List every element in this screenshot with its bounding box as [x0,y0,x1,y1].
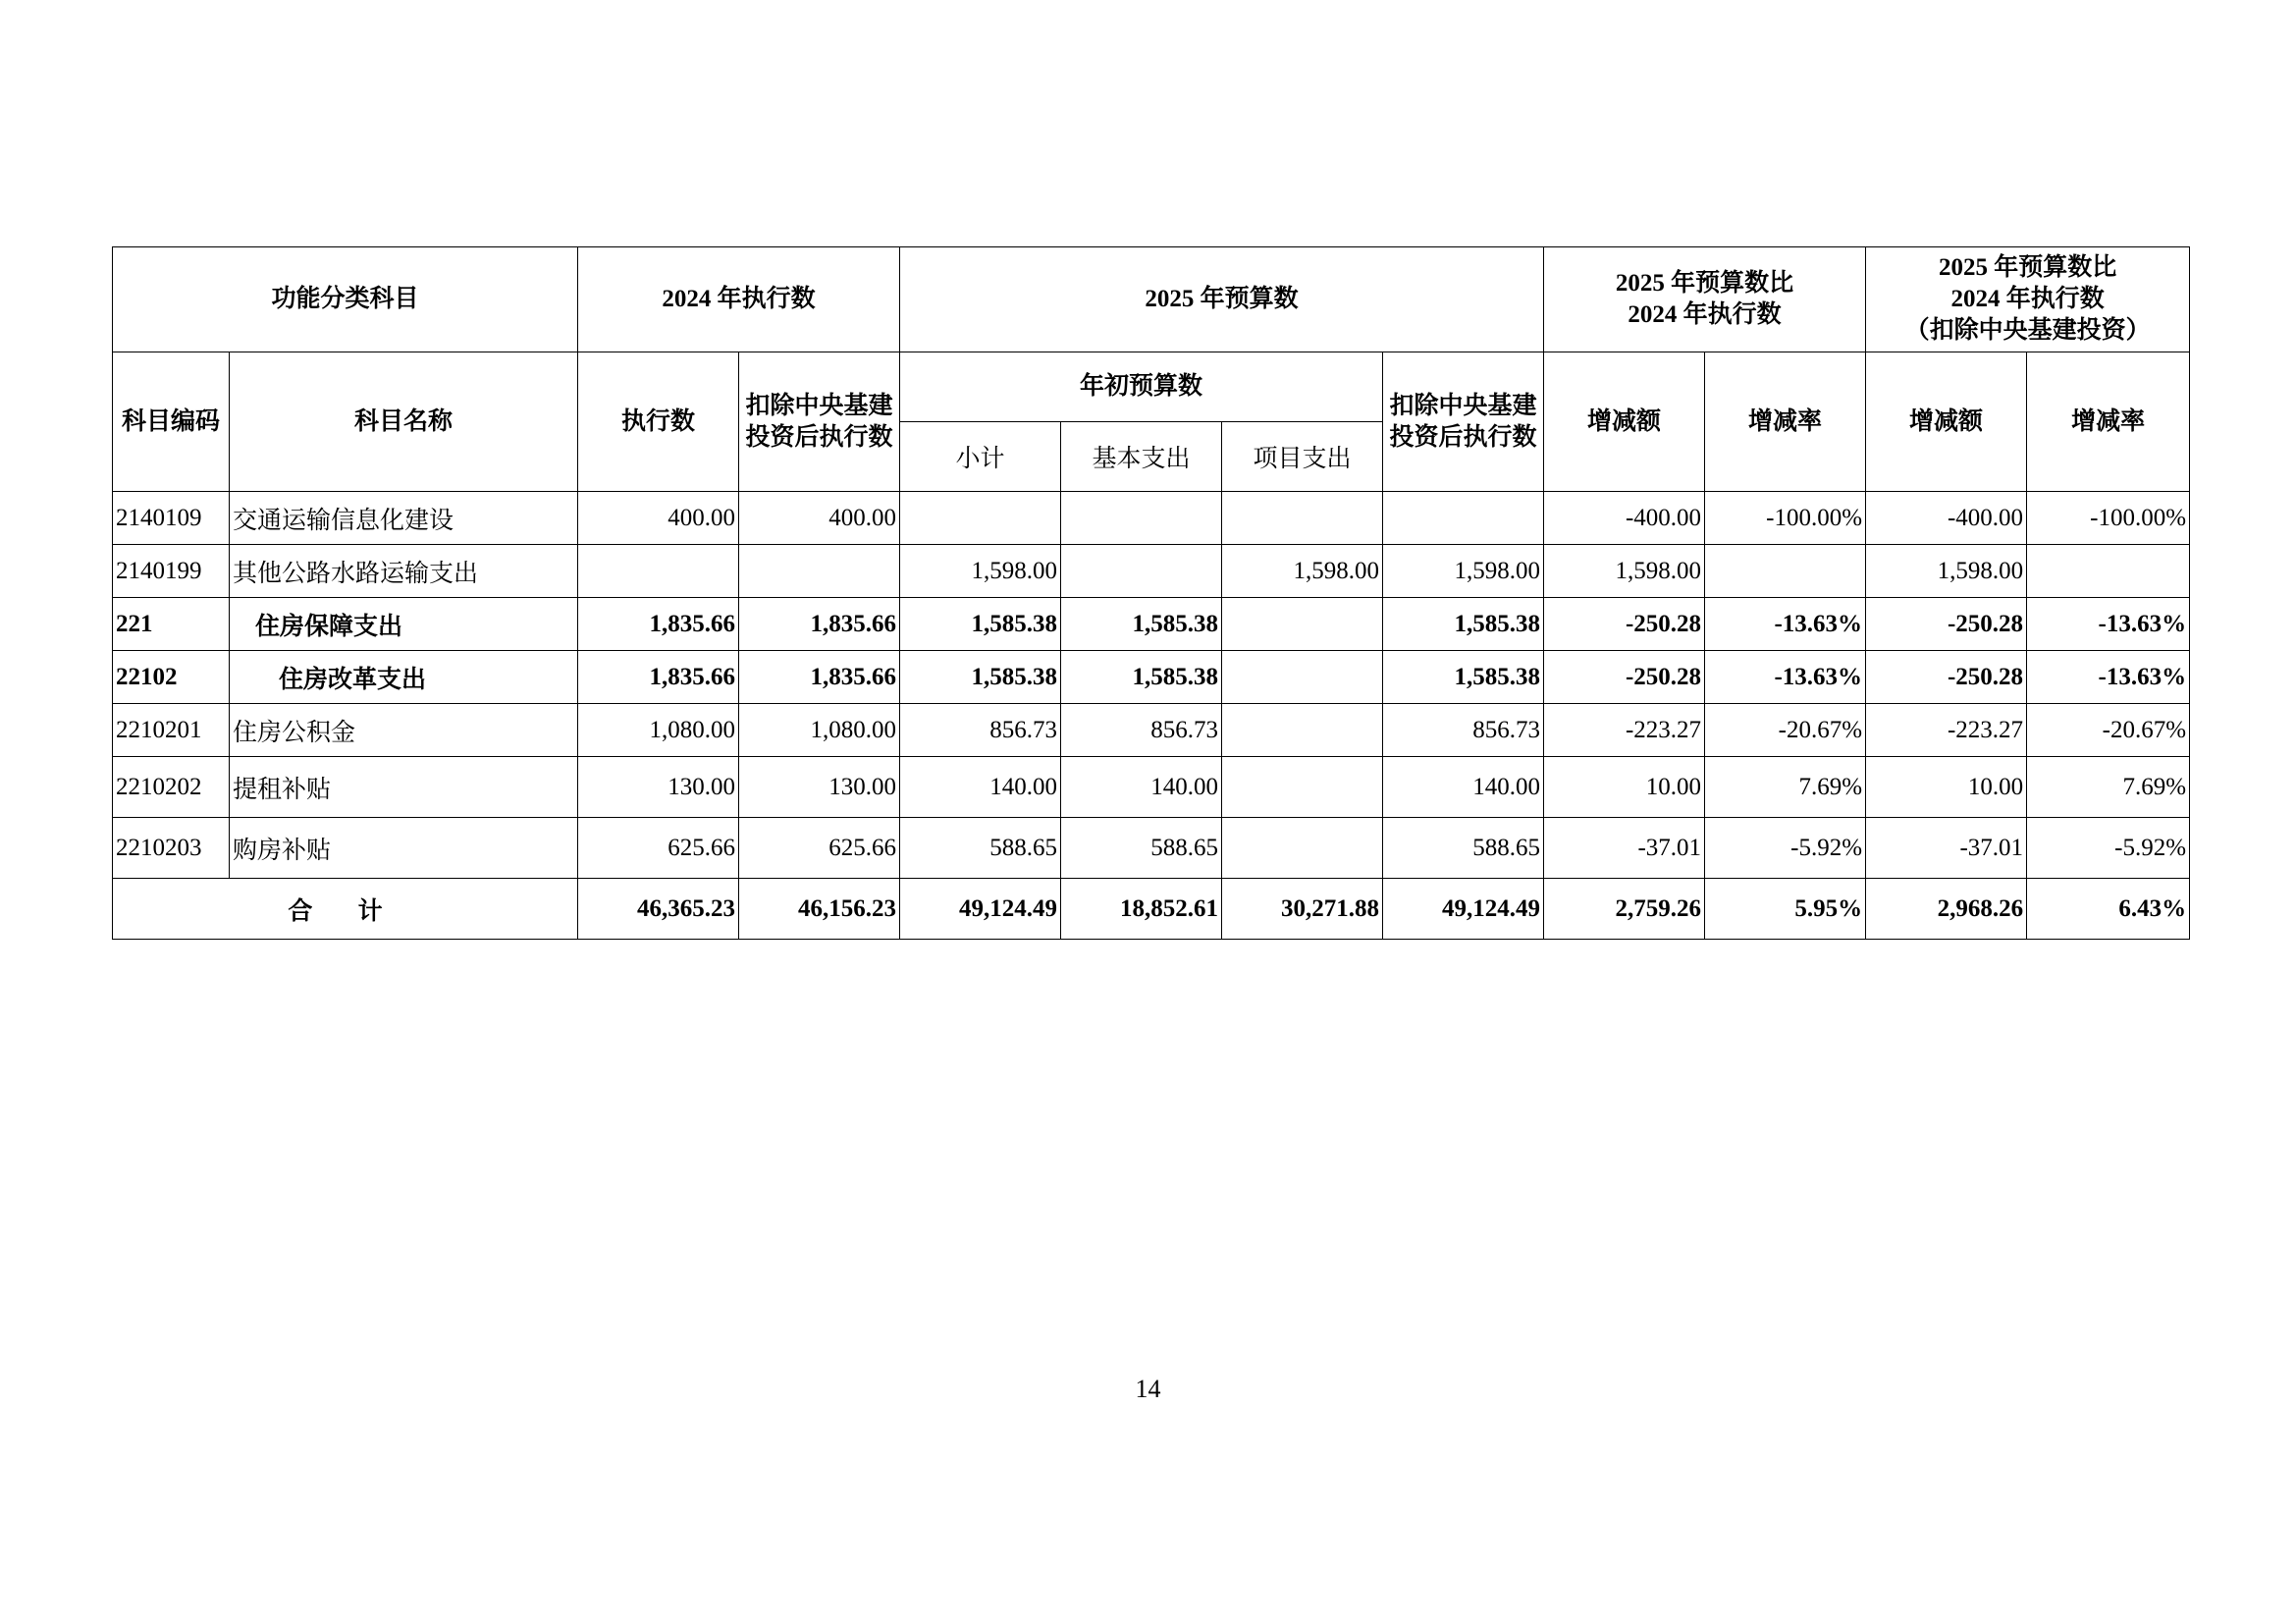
cell-subtotal [900,492,1061,545]
cell-budget-excl: 1,585.38 [1383,598,1544,651]
cell-rate-2: -100.00% [2027,492,2190,545]
cell-rate: -100.00% [1705,492,1866,545]
header-project: 项目支出 [1222,422,1383,492]
cell-exec-excl: 1,080.00 [739,704,900,757]
cell-exec: 1,835.66 [578,651,739,704]
cell-change-2: -37.01 [1866,818,2027,879]
cell-change: 10.00 [1544,757,1705,818]
cell-rate [1705,545,1866,598]
total-exec: 46,365.23 [578,879,739,940]
cell-budget-excl: 856.73 [1383,704,1544,757]
header-exec-amount: 执行数 [578,352,739,492]
cell-exec-excl [739,545,900,598]
header-compare-exec: 2025 年预算数比 2024 年执行数 [1544,247,1866,352]
cell-basic: 140.00 [1061,757,1222,818]
row-code: 2210201 [113,704,230,757]
cell-project: 1,598.00 [1222,545,1383,598]
total-budget-excl: 49,124.49 [1383,879,1544,940]
cell-exec-excl: 400.00 [739,492,900,545]
total-row [113,879,2190,940]
table-row [113,757,2190,818]
header-subtotal: 小计 [900,422,1061,492]
row-code: 2140109 [113,492,230,545]
cell-basic [1061,492,1222,545]
cell-rate-2: -20.67% [2027,704,2190,757]
table-row [113,704,2190,757]
row-name: 其他公路水路运输支出 [230,545,578,598]
cell-exec-excl: 1,835.66 [739,598,900,651]
total-change: 2,759.26 [1544,879,1705,940]
row-name: 交通运输信息化建设 [230,492,578,545]
cell-rate-2: 7.69% [2027,757,2190,818]
cell-change: -250.28 [1544,651,1705,704]
cell-basic: 588.65 [1061,818,1222,879]
cell-rate-2 [2027,545,2190,598]
cell-change: -250.28 [1544,598,1705,651]
cell-budget-excl: 1,598.00 [1383,545,1544,598]
cell-exec-excl: 625.66 [739,818,900,879]
total-rate: 5.95% [1705,879,1866,940]
cell-exec: 625.66 [578,818,739,879]
table-row [113,492,2190,545]
cell-rate: 7.69% [1705,757,1866,818]
cell-basic: 1,585.38 [1061,651,1222,704]
cell-change-2: -223.27 [1866,704,2027,757]
cell-project [1222,598,1383,651]
header-change-rate-2: 增减率 [2027,352,2190,492]
cell-rate-2: -13.63% [2027,598,2190,651]
header-initial-budget: 年初预算数 [900,352,1383,422]
cell-change: -400.00 [1544,492,1705,545]
header-row-1 [113,247,2190,352]
cell-change: -223.27 [1544,704,1705,757]
header-budget-2025: 2025 年预算数 [900,247,1544,352]
header-exec-excl: 扣除中央基建 投资后执行数 [739,352,900,492]
cell-change-2: 10.00 [1866,757,2027,818]
header-change-amount: 增减额 [1544,352,1705,492]
cell-subtotal: 1,598.00 [900,545,1061,598]
cell-change-2: -250.28 [1866,651,2027,704]
row-name: 住房改革支出 [230,651,578,704]
row-code: 2210202 [113,757,230,818]
cell-change-2: -250.28 [1866,598,2027,651]
header-basic: 基本支出 [1061,422,1222,492]
row-code: 221 [113,598,230,651]
cell-project [1222,651,1383,704]
table-row [113,598,2190,651]
cell-rate: -13.63% [1705,651,1866,704]
header-change-amount-2: 增减额 [1866,352,2027,492]
cell-basic: 1,585.38 [1061,598,1222,651]
cell-rate: -13.63% [1705,598,1866,651]
cell-project [1222,757,1383,818]
table-row [113,818,2190,879]
page-number: 14 [1135,1375,1161,1403]
header-budget-excl: 扣除中央基建 投资后执行数 [1383,352,1544,492]
cell-exec-excl: 130.00 [739,757,900,818]
cell-basic: 856.73 [1061,704,1222,757]
cell-exec: 1,835.66 [578,598,739,651]
cell-subtotal: 856.73 [900,704,1061,757]
cell-exec [578,545,739,598]
total-change-2: 2,968.26 [1866,879,2027,940]
cell-project [1222,704,1383,757]
cell-subtotal: 1,585.38 [900,651,1061,704]
cell-exec-excl: 1,835.66 [739,651,900,704]
cell-rate: -20.67% [1705,704,1866,757]
cell-rate-2: -13.63% [2027,651,2190,704]
total-exec-excl: 46,156.23 [739,879,900,940]
budget-table [112,246,2190,940]
header-category: 功能分类科目 [113,247,578,352]
cell-project [1222,818,1383,879]
total-rate-2: 6.43% [2027,879,2190,940]
cell-change: 1,598.00 [1544,545,1705,598]
table-row [113,545,2190,598]
cell-basic [1061,545,1222,598]
cell-subtotal: 140.00 [900,757,1061,818]
header-row-2 [113,352,2190,422]
cell-subtotal: 588.65 [900,818,1061,879]
row-code: 2140199 [113,545,230,598]
cell-subtotal: 1,585.38 [900,598,1061,651]
cell-project [1222,492,1383,545]
total-subtotal: 49,124.49 [900,879,1061,940]
total-basic: 18,852.61 [1061,879,1222,940]
total-project: 30,271.88 [1222,879,1383,940]
header-name: 科目名称 [230,352,578,492]
row-name: 购房补贴 [230,818,578,879]
header-exec-2024: 2024 年执行数 [578,247,900,352]
cell-budget-excl: 588.65 [1383,818,1544,879]
table-row [113,651,2190,704]
cell-budget-excl [1383,492,1544,545]
cell-rate: -5.92% [1705,818,1866,879]
cell-budget-excl: 1,585.38 [1383,651,1544,704]
cell-exec: 1,080.00 [578,704,739,757]
cell-change-2: 1,598.00 [1866,545,2027,598]
header-compare-excl: 2025 年预算数比 2024 年执行数 （扣除中央基建投资） [1866,247,2190,352]
header-code: 科目编码 [113,352,230,492]
cell-rate-2: -5.92% [2027,818,2190,879]
cell-exec: 400.00 [578,492,739,545]
total-label: 合 计 [113,879,578,940]
row-code: 22102 [113,651,230,704]
cell-exec: 130.00 [578,757,739,818]
cell-budget-excl: 140.00 [1383,757,1544,818]
row-name: 住房公积金 [230,704,578,757]
header-change-rate: 增减率 [1705,352,1866,492]
row-code: 2210203 [113,818,230,879]
row-name: 提租补贴 [230,757,578,818]
cell-change-2: -400.00 [1866,492,2027,545]
cell-change: -37.01 [1544,818,1705,879]
row-name: 住房保障支出 [230,598,578,651]
